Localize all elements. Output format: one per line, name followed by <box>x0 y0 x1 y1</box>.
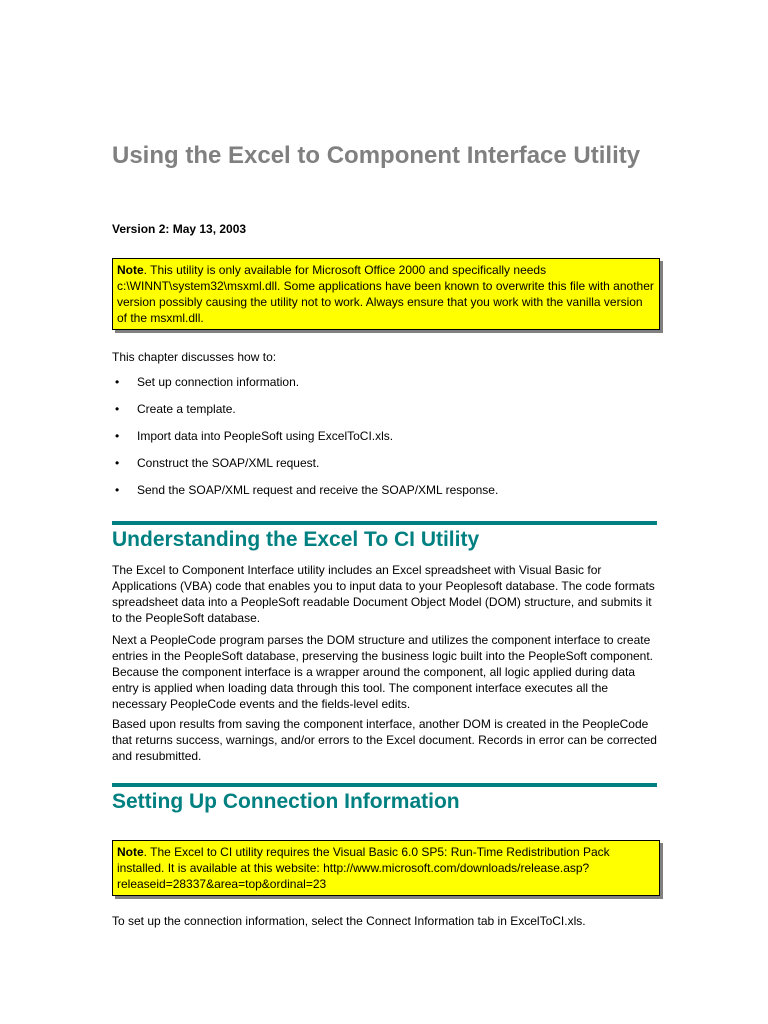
note-label: Note <box>117 845 144 859</box>
list-item-text: Import data into PeopleSoft using ExcelToCI.xls. <box>137 429 394 443</box>
section-heading-connection: Setting Up Connection Information <box>112 790 460 813</box>
list-item <box>112 401 658 428</box>
paragraph: To set up the connection information, select the Connect Information tab in ExcelToCI.xls. <box>112 914 586 928</box>
list-item <box>112 455 658 482</box>
list-item <box>112 428 658 455</box>
list-item <box>112 482 658 509</box>
list-item <box>112 374 658 401</box>
note-label: Note <box>117 263 144 277</box>
paragraph: Based upon results from saving the component interface, another DOM is created in the PeopleCode that returns success, warnings, and/or errors to the Excel document. Records in error can be corrected and resubmitted. <box>112 717 657 763</box>
page-title: Using the Excel to Component Interface Utility <box>112 142 641 169</box>
section-divider <box>112 783 657 787</box>
note-box-msxml <box>112 258 660 330</box>
note-text: . The Excel to CI utility requires the Visual Basic 6.0 SP5: Run-Time Redistribution Pack installed. It is available at this website: http://www.microsoft.com/downloads/release.asp?releaseid=28337&area=top&ordinal=23 <box>117 845 610 891</box>
bullet-icon: • <box>115 456 120 470</box>
bullet-icon: • <box>115 483 120 497</box>
list-item-text: Construct the SOAP/XML request. <box>137 456 320 470</box>
bullet-icon: • <box>115 402 120 416</box>
list-item-text: Send the SOAP/XML request and receive the SOAP/XML response. <box>137 483 499 497</box>
version-line: Version 2: May 13, 2003 <box>112 222 247 236</box>
list-item-text: Create a template. <box>137 402 236 416</box>
paragraph: The Excel to Component Interface utility includes an Excel spreadsheet with Visual Basic for Applications (VBA) code that enables you to input data to your Peoplesoft database. The code formats spreadsheet data into a PeopleSoft readable Document Object Model (DOM) structure, and submits it to the PeopleSoft database. <box>112 563 655 625</box>
chapter-intro: This chapter discusses how to: <box>112 350 277 364</box>
paragraph: Next a PeopleCode program parses the DOM structure and utilizes the component interface to create entries in the PeopleSoft database, preserving the business logic built into the PeopleSoft component. Because the component interface is a wrapper around the component, all logic applied during data entry is applied when loading data through this tool. The component interface executes all the necessary PeopleCode events and the fields-level edits. <box>112 633 654 711</box>
note-box-vb-runtime <box>112 840 660 896</box>
section-heading-understanding: Understanding the Excel To CI Utility <box>112 528 480 551</box>
chapter-topics-list <box>112 374 658 509</box>
note-text: . This utility is only available for Microsoft Office 2000 and specifically needs c:\WINNT\system32\msxml.dll. Some applications have been known to overwrite this file with another version possibly causing the utility not to work. Always ensure that you work with the vanilla version of the msxml.dll. <box>117 263 654 325</box>
bullet-icon: • <box>115 375 120 389</box>
list-item-text: Set up connection information. <box>137 375 300 389</box>
section-divider <box>112 521 657 525</box>
bullet-icon: • <box>115 429 120 443</box>
